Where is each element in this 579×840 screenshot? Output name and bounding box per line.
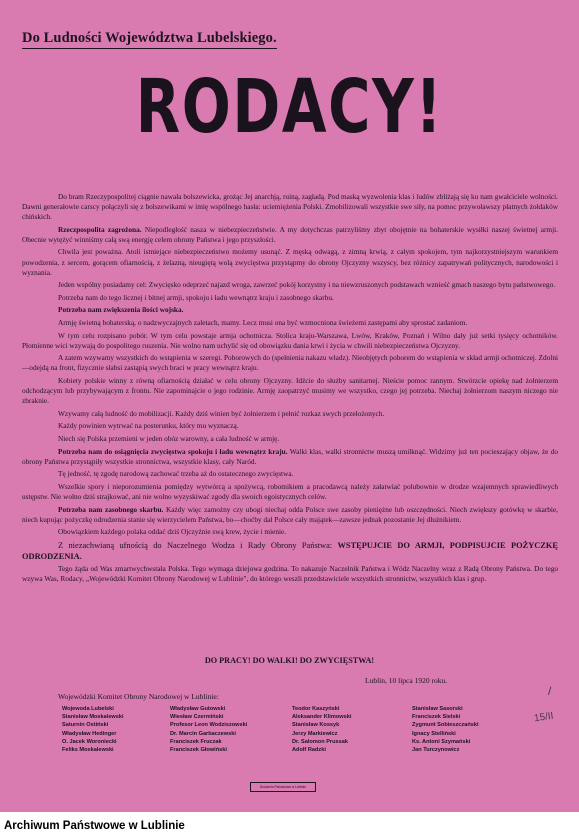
paragraph-call-to-action: WSTĘPUJCIE DO ARMJI, PODPISUJCIE POŻYCZKĘ ODRODZENIA. <box>22 540 558 561</box>
paragraph-lead: Potrzeba nam do osiągnięcia zwycięstwa spokoju i ładu wewnątrz kraju. <box>58 446 288 456</box>
slogans: DO PRACY! DO WALKI! DO ZWYCIĘSTWA! <box>204 656 375 665</box>
paragraph-text: Wzywamy całą ludność do mobilizacji. Każdy dziś winien być żołnierzem i pełnić rozkaz swych przełożonych. <box>58 408 385 418</box>
paragraph-text: W tym celu rozpisano pobór. W tym celu powstaje armja ochotnicza. Stolica kraju-Warszawa, Lwów, Kraków, Poznań i Wilno dały już setki tysięcy ochotników. Płomienne wici wzywają do pospolitego ruszenia. Nie wolno nam uchylić się od obowiązku dania krwi i życia w chwili niebezpieczeństwa Ojczyzny. <box>22 330 558 350</box>
body-paragraph <box>22 192 558 222</box>
paragraph-text: Wszelkie spory i nieporozumienia pomiędzy wytwórcą a spożywcą, robotnikiem a pracodawcą należy załatwiać polubownie w drodze wzajemnych sprawiedliwych ustępstw. Nie wolno dziś strajkować, ani nie wolno wyzyskiwać zgody dla swoich egoistycznych celów. <box>22 481 558 501</box>
committee-member: Wiesław Czermiński <box>170 714 224 721</box>
poster-title: RODACY! <box>135 64 444 150</box>
committee-member: Władysław Gutowski <box>170 706 226 712</box>
committee-member: Dr. Salomon Prussak <box>292 738 348 745</box>
body-paragraph <box>22 434 558 444</box>
body-paragraph <box>22 376 558 406</box>
paragraph-text: Każdy powinien wytrwać na posterunku, który mu wyznaczą. <box>58 421 239 431</box>
paragraph-text: Potrzeba nam do tego licznej i bitnej armji, spokoju i ładu wewnątrz kraju i zasobnego skarbu. <box>58 292 334 302</box>
body-paragraph <box>22 409 558 419</box>
archive-signature-note: 15/II <box>533 710 555 725</box>
paragraph-text: A zatem wzywamy wszystkich do wstąpienia w szeregi. Poborowych do (spełnienia nakazu władz). Nieobjętych poborem do wstąpienia w skład armji ochotniczej. Zdolni—odejdą na front, fizycznie słabsi zastąpią swych braci w pracy wewnątrz kraju. <box>22 353 558 373</box>
paragraph-text: Każdy więc zamożny czy ubogi niechaj odda Polsce swe zasoby pieniężne lub oszczędności. Niech zwiększy gotówkę w skarbie, niech kupując pożyczkę odrodzenia stanie się wierzycielem Państwa, bo—choćby dał Polsce cały majątek—zawsze jednak pozostanie Jej dłużnikiem. <box>22 504 558 524</box>
committee-members <box>50 705 540 754</box>
paragraph-text: Niech się Polska przemieni w jeden obóz warowny, a cała ludność w armję. <box>58 433 280 443</box>
paragraph-text: Walki klas, walki stronnictw muszą umilknąć. Widzimy już ten pocieszający objaw, że do obrony Państwa przystąpiły wszystkie stronnictwa, wszystkie klasy, cały Naród. <box>22 446 559 466</box>
committee-member: Profesor Leon Wodziszowski <box>170 722 248 729</box>
paragraph-text: Kobiety polskie winny z równą ofiarnością działać w celu obrony Ojczyzny. Idźcie do służby sanitarnej. Nieście pomoc rannym. Stwórzcie opiekę nad żołnierzem odchodzącym lub przybywającym z frontu. Nie zapominajcie o jego rodzinie. Armję zaopatrzyć musimy we wszystko, czego jej potrzeba. Niechaj żołnierzom naszym niczego nie zbraknie. <box>22 376 558 406</box>
committee-member: Ignacy Stelliński <box>412 730 456 737</box>
paragraph-text: Obowiązkiem każdego polaka oddać dziś Ojczyźnie swą krew, życie i mienie. <box>58 527 287 537</box>
committee-member: Władysław Hedinger <box>62 730 117 737</box>
printer-stamp: Drukarnia Państwowa w Lublinie <box>250 782 316 792</box>
body-paragraph <box>22 527 558 537</box>
body-paragraph <box>22 447 558 467</box>
committee-member: Aleksander Klimowski <box>292 714 352 721</box>
committee-member: Jerzy Markiewicz <box>292 730 338 737</box>
paragraph-text: Do bram Rzeczypospolitej ciągnie nawała bolszewicka, grożąc Jej anarchją, ruiną, zagładą. Pod maską wyzwolenia klas i ludów zbliżają się ku nam gwałciciele wolności. Dawni generałowie carscy połączyli się z bolszewikami w imię wspólnego hasła: uciemiężenia Polski. Zmobilizowali wszystkie swe siły, na pomoc przywoławszy płatnych żołdaków chińskich. <box>22 192 558 222</box>
committee-title: Wojewódzki Komitet Obrony Narodowej w Lublinie: <box>58 692 219 701</box>
committee-member: Jan Turczynowicz <box>412 747 460 754</box>
paragraph-text: Tę jedność, tę zgodę narodową zachować trzeba aż do ostatecznego zwycięstwa. <box>58 469 294 479</box>
body-paragraph <box>22 353 558 373</box>
committee-member: Adolf Radzki <box>292 747 326 754</box>
body-paragraph <box>22 247 558 277</box>
pencil-mark: / <box>548 684 552 698</box>
paragraph-lead: Potrzeba nam zasobnego skarbu. <box>58 504 164 514</box>
committee-member: Ks. Antoni Szymański <box>412 738 471 745</box>
committee-member: Zygmunt Sobieszczański <box>412 722 479 729</box>
paragraph-text: Z niezachwianą ufnością do Naczelnego Wodza i Rady Obrony Państwa: <box>58 540 338 550</box>
body-paragraph <box>22 280 558 290</box>
paragraph-text: Jeden wspólny posiadamy cel: Zwycięsko odeprzeć najazd wroga, zawrzeć pokój korzystny i na niewzruszonych podstawach wznieść gmach naszego bytu państwowego. <box>58 280 556 290</box>
committee-member: Franciszek Głowiński <box>170 747 227 754</box>
committee-member: Stanisław Moskalewski <box>62 714 124 721</box>
poster-body <box>22 192 558 587</box>
body-paragraph <box>22 469 558 479</box>
body-paragraph <box>22 305 558 315</box>
paragraph-text: Armję świetną bohaterską, o nadzwyczajnych zaletach, mamy. Lecz musi ona być wzmocniona świeżemi zastępami aby sprostać zadaniom. <box>58 318 468 328</box>
paragraph-lead: Potrzeba nam zwiększenia ilości wojska. <box>58 305 184 315</box>
committee-member: Wojewoda Lubelski <box>62 706 114 712</box>
archive-label: Archiwum Państwowe w Lublinie <box>4 820 185 832</box>
committee-member: O. Jacek Woroniecki <box>62 738 117 745</box>
committee-member: Teodor Kaszyński <box>292 706 340 712</box>
body-paragraph <box>22 505 558 525</box>
paragraph-text: Tego żąda od Was zmartwychwstała Polska. Tego wymaga dziejowa godzina. To nakazuje Naczelnik Państwa i Wódz Naczelny wraz z Radą Obrony Państwa. Do tego wzywa Was, Rodacy, „Wojewódzki Komitet Obrony Narodowej w Lublinie", do którego weszli przedstawiciele wszystkich stronnictw, wszystkich klas i grup. <box>22 564 558 584</box>
paragraph-text: Niepodległość nasza w niebezpieczeństwie. A my dotychczas patrzyliśmy zbyt obojętnie na bohaterskie wysiłki naszej świetnej armji. Obecnie wytężyć winniśmy całą swą energję celem obrony Państwa i jego przyszłości. <box>22 224 558 244</box>
body-paragraph <box>22 331 558 351</box>
body-paragraph <box>22 564 558 584</box>
body-paragraph <box>22 482 558 502</box>
committee-member: Feliks Moskalewski <box>62 747 114 754</box>
poster-heading: Do Ludności Województwa Lubelskiego. <box>22 30 277 49</box>
body-paragraph <box>22 225 558 245</box>
dateline: Lublin, 10 lipca 1920 roku. <box>365 676 448 685</box>
body-paragraph <box>22 421 558 431</box>
committee-member: Saturnin Ostiński <box>62 722 109 729</box>
body-paragraph <box>22 540 558 562</box>
paragraph-lead: Rzeczpospolita zagrożona. <box>58 224 142 234</box>
body-paragraph <box>22 293 558 303</box>
committee-member: Dr. Marcin Garbaczewski <box>170 730 236 737</box>
committee-member: Stanisław Kossyk <box>292 722 340 729</box>
committee-member: Franciszek Fruczak <box>170 738 222 745</box>
committee-member: Franciszek Sielski <box>412 714 461 721</box>
committee-member: Stanisław Sasorski <box>412 706 463 712</box>
paragraph-text: Chwila jest poważna. Atoli istniejące niebezpieczeństwo możemy usunąć. Z męską odwagą, z zimną krwią, z całym spokojem, tym najkorzystniejszym warunkiem powodzenia, z sercem, gorącem ofiarnością, z żelazną, nieugiętą wolą zwycięstwa przystąpmy do obrony Ojczyzny wszyscy, bez różnicy zapatrywań politycznych, narodowości i wyznania. <box>22 247 558 277</box>
body-paragraph <box>22 318 558 328</box>
